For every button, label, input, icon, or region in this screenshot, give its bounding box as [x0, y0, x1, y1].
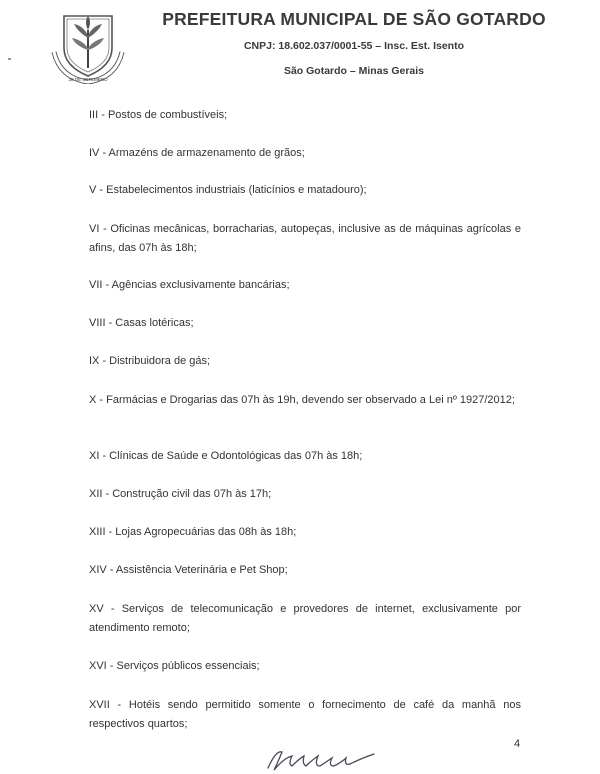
- list-item: XVI - Serviços públicos essenciais;: [89, 660, 260, 672]
- cnpj-line: CNPJ: 18.602.037/0001-55 – Insc. Est. Isento: [243, 40, 465, 52]
- seal-ribbon-text: 30 DE SETEMBRO: [68, 77, 108, 82]
- list-item: IX - Distribuidora de gás;: [89, 355, 211, 367]
- list-item: XVII - Hotéis sendo permitido somente o fornecimento de café da manhã nos respectivos quartos;: [89, 699, 521, 730]
- list-item: III - Postos de combustíveis;: [89, 109, 228, 121]
- city-state-line: São Gotardo – Minas Gerais: [283, 65, 425, 77]
- list-item: XI - Clínicas de Saúde e Odontológicas das 07h às 18h;: [89, 450, 363, 462]
- list-item: X - Farmácias e Drogarias das 07h às 19h, devendo ser observado a Lei nº 1927/2012;: [89, 394, 515, 406]
- municipal-seal-icon: [50, 8, 126, 84]
- list-item: XII - Construção civil das 07h às 17h;: [89, 488, 272, 500]
- list-item: V - Estabelecimentos industriais (laticínios e matadouro);: [89, 184, 367, 196]
- list-item: XIV - Assistência Veterinária e Pet Shop;: [89, 564, 288, 576]
- list-item: VII - Agências exclusivamente bancárias;: [89, 279, 290, 291]
- list-item: VI - Oficinas mecânicas, borracharias, autopeças, inclusive as de máquinas agrícolas e afins, das 07h às 18h;: [89, 223, 521, 254]
- list-item: VIII - Casas lotéricas;: [89, 317, 194, 329]
- scan-speck: [8, 58, 11, 60]
- handwritten-signature: [262, 744, 382, 774]
- list-item: XV - Serviços de telecomunicação e provedores de internet, exclusivamente por atendimento remoto;: [89, 603, 521, 634]
- letterhead: [0, 0, 600, 92]
- list-item: XIII - Lojas Agropecuárias das 08h às 18h;: [89, 526, 297, 538]
- municipality-title: PREFEITURA MUNICIPAL DE SÃO GOTARDO: [162, 9, 546, 29]
- list-item: IV - Armazéns de armazenamento de grãos;: [89, 147, 305, 159]
- page-number: 4: [514, 738, 521, 750]
